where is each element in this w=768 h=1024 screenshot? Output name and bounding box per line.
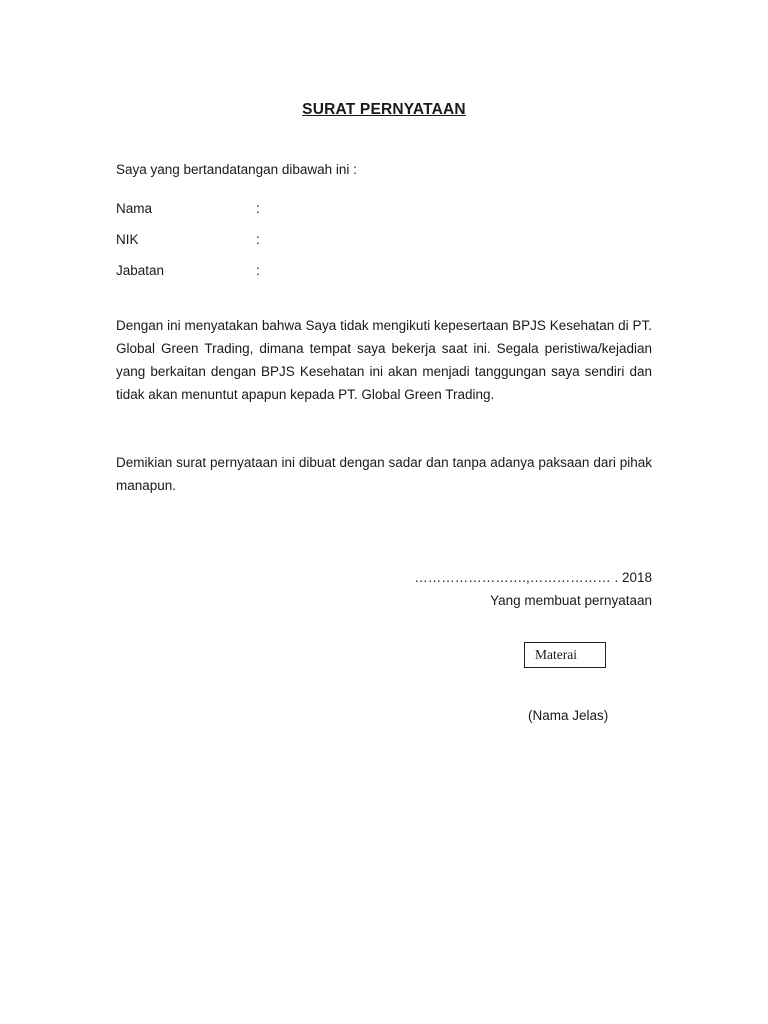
stamp-label: Materai <box>535 647 577 662</box>
field-row-jabatan <box>116 263 416 281</box>
stamp-box <box>524 642 606 668</box>
field-label-nik: NIK <box>116 232 139 247</box>
closing-paragraph: Demikian surat pernyataan ini dibuat dengan sadar dan tanpa adanya paksaan dari pihak manapun. <box>116 455 652 493</box>
field-colon-nik: : <box>256 232 260 247</box>
statement-paragraph: Dengan ini menyatakan bahwa Saya tidak mengikuti kepesertaan BPJS Kesehatan di PT. Global Green Trading, dimana tempat saya bekerja saat ini. Segala peristiwa/kejadian yang berkaitan dengan BPJS Kesehatan ini akan menjadi tanggungan saya sendiri dan tidak akan menuntut apapun kepada PT. Global Green Trading. <box>116 318 652 402</box>
field-row-nik <box>116 232 416 250</box>
field-row-nama <box>116 201 416 219</box>
field-label-jabatan: Jabatan <box>116 263 165 278</box>
field-colon-jabatan: : <box>256 263 260 278</box>
field-label-nama: Nama <box>116 201 153 216</box>
intro-text: Saya yang bertandatangan dibawah ini : <box>116 162 357 177</box>
field-colon-nama: : <box>256 201 260 216</box>
signer-label: Yang membuat pernyataan <box>490 593 652 608</box>
date-line: …………………….,……………… . 2018 <box>414 570 652 585</box>
document-title: SURAT PERNYATAAN <box>302 101 466 118</box>
name-placeholder: (Nama Jelas) <box>528 708 609 723</box>
